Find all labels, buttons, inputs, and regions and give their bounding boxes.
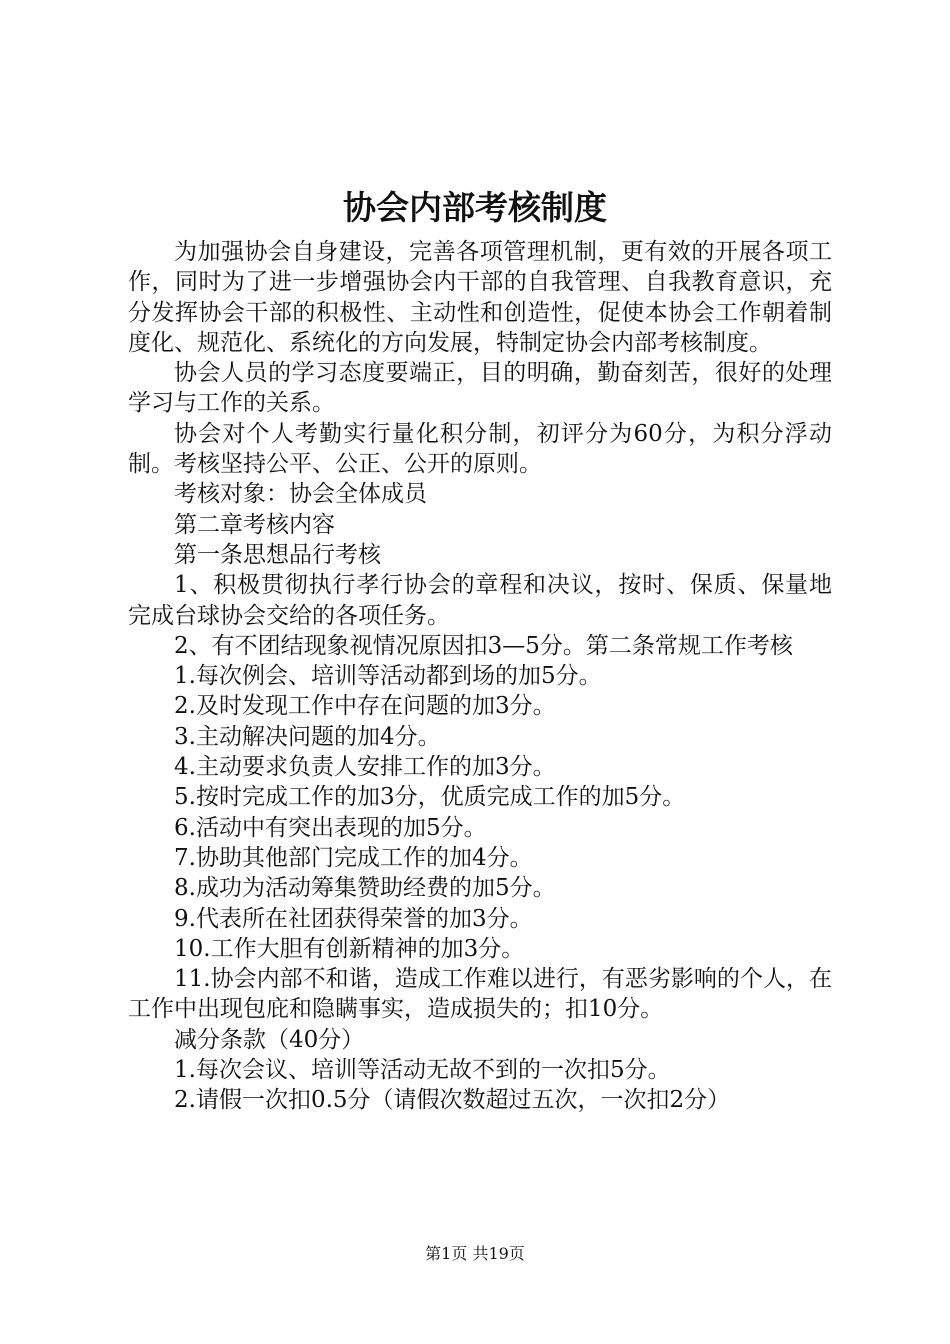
paragraph: 协会人员的学习态度要端正，目的明确，勤奋刻苦，很好的处理学习与工作的关系。 (128, 360, 832, 417)
list-item: 2.及时发现工作中存在问题的加3分。 (174, 693, 556, 720)
list-item: 3.主动解决问题的加4分。 (174, 723, 441, 750)
list-item: 11.协会内部不和谐，造成工作难以进行，有恶劣影响的个人，在工作中出现包庇和隐瞒事实，造成损失的；扣10分。 (128, 966, 832, 1023)
list-item: 10.工作大胆有创新精神的加3分。 (174, 935, 525, 962)
list-item: 9.代表所在社团获得荣誉的加3分。 (174, 905, 533, 932)
paragraph: 考核对象：协会全体成员 (174, 481, 427, 508)
list-item: 8.成功为活动筹集赞助经费的加5分。 (174, 875, 556, 902)
paragraph: 2、有不团结现象视情况原因扣3—5分。第二条常规工作考核 (174, 632, 793, 659)
document-body (128, 237, 832, 1116)
section-heading: 第一条思想品行考核 (174, 541, 381, 568)
list-item: 2.请假一次扣0.5分（请假次数超过五次，一次扣2分） (174, 1087, 731, 1114)
list-item: 1.每次会议、培训等活动无故不到的一次扣5分。 (174, 1057, 671, 1084)
paragraph: 1、积极贯彻执行孝行协会的章程和决议，按时、保质、保量地完成台球协会交给的各项任务。 (128, 572, 832, 629)
paragraph: 为加强协会自身建设，完善各项管理机制，更有效的开展各项工作，同时为了进一步增强协会内干部的自我管理、自我教育意识，充分发挥协会干部的积极性、主动性和创造性，促使本协会工作朝着制度化、规范化、系统化的方向发展，特制定协会内部考核制度。 (128, 239, 832, 356)
section-heading: 减分条款（40分） (174, 1026, 365, 1053)
document-title: 协会内部考核制度 (343, 188, 607, 227)
list-item: 6.活动中有突出表现的加5分。 (174, 814, 487, 841)
list-item: 5.按时完成工作的加3分，优质完成工作的加5分。 (174, 784, 686, 811)
page-number-footer: 第1页 共19页 (425, 1244, 525, 1263)
section-heading: 第二章考核内容 (174, 511, 335, 538)
list-item: 1.每次例会、培训等活动都到场的加5分。 (174, 663, 602, 690)
list-item: 4.主动要求负责人安排工作的加3分。 (174, 754, 556, 781)
paragraph: 协会对个人考勤实行量化积分制，初评分为60分，为积分浮动制。考核坚持公平、公正、公开的原则。 (128, 420, 832, 478)
list-item: 7.协助其他部门完成工作的加4分。 (174, 844, 533, 871)
